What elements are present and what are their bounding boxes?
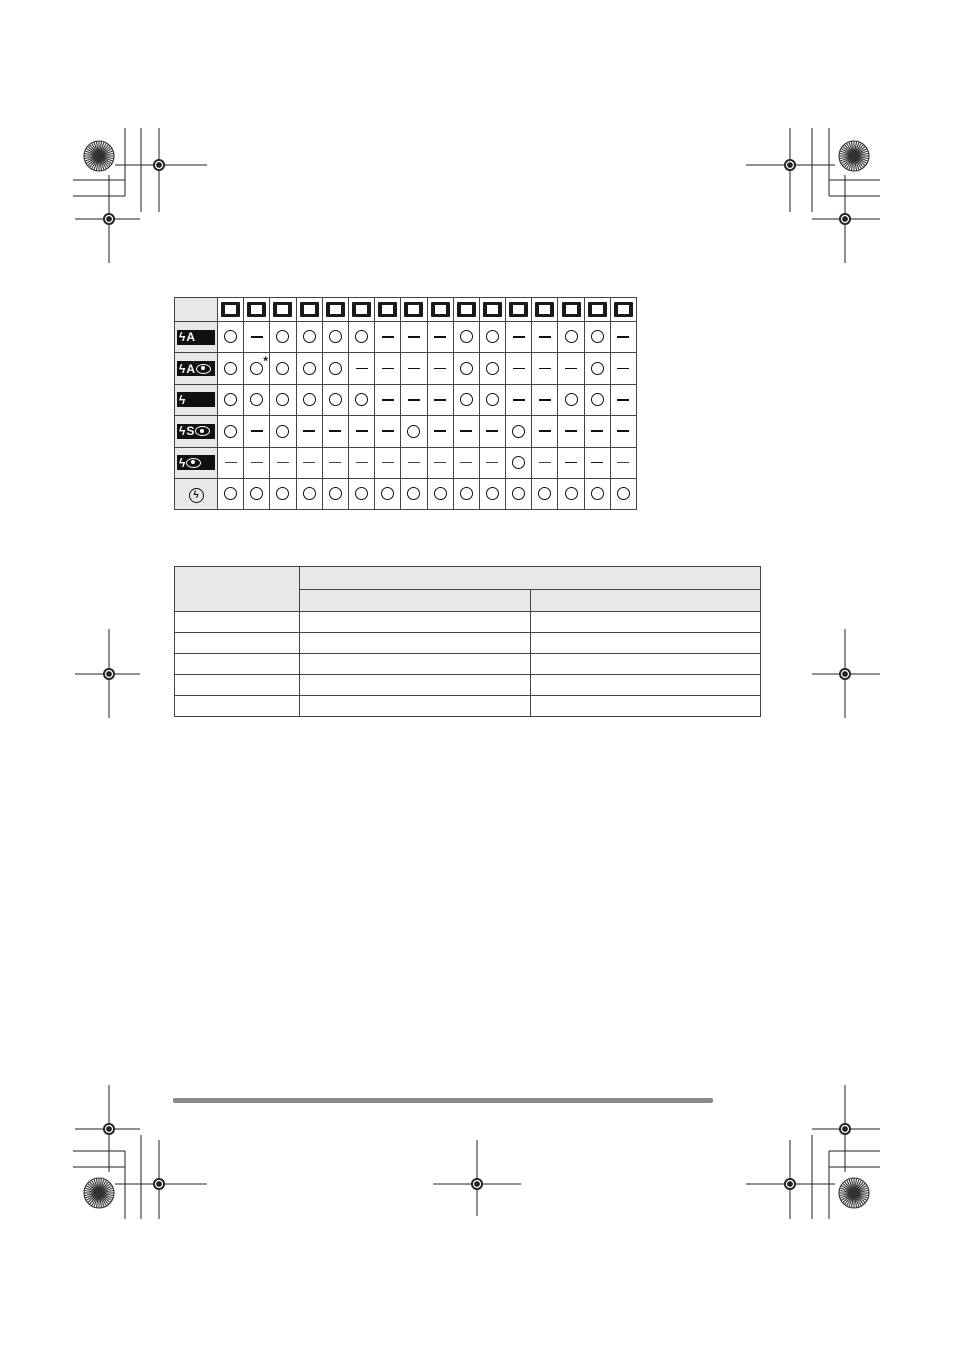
self-portrait-icon [588,302,607,317]
table-cell [300,612,531,633]
flash-mode-cell [175,353,218,384]
compat-cell [270,384,296,415]
compat-cell [532,384,558,415]
compat-cell [453,353,479,384]
compat-cell [375,416,401,447]
unavailable-dash-icon [408,399,420,401]
lightning-bolt-icon: ϟ [179,330,186,345]
compat-cell [244,478,270,509]
unavailable-dash-icon [251,336,263,338]
food-icon [352,302,371,317]
available-circle-icon [407,487,420,500]
snow-icon [562,302,581,317]
available-circle-icon [434,487,447,500]
flash-scene-compatibility-table [174,297,637,510]
unavailable-dash-icon [539,399,551,401]
flash-mode-letter: A [186,361,196,376]
available-circle-icon [329,393,342,406]
unavailable-dash-icon [356,430,368,432]
compat-cell [270,478,296,509]
unavailable-dash-icon [486,462,498,463]
flash-mode-cell [175,384,218,415]
compat-cell [479,322,505,353]
scene-header-cell [584,298,610,322]
compat-cell [610,447,636,478]
flash-forced-on-icon [177,392,215,407]
movie-icon [614,302,633,317]
tulip-icon [273,302,292,317]
table-cell [531,633,761,654]
compat-cell [427,416,453,447]
available-circle-icon [276,487,289,500]
compat-cell [610,384,636,415]
available-circle-icon [565,487,578,500]
compat-cell [479,478,505,509]
lightning-bolt-icon: ϟ [179,455,186,470]
table-cell [175,654,300,675]
unavailable-dash-icon [617,368,629,370]
unavailable-dash-icon [408,462,420,463]
unavailable-dash-icon [617,336,629,338]
unavailable-dash-icon [251,430,263,432]
unavailable-dash-icon [356,462,368,463]
flash-off-icon: ϟ [189,488,204,503]
available-circle-icon [276,362,289,375]
table-cell [531,612,761,633]
flash-mode-cell [175,322,218,353]
available-circle-icon [224,425,237,438]
header-colspan-cell [300,567,761,590]
party-icon [509,302,528,317]
compat-cell [401,478,427,509]
compat-cell [532,478,558,509]
scene-header-cell [401,298,427,322]
table-cell [300,654,531,675]
unavailable-dash-icon [408,336,420,338]
compat-cell [479,384,505,415]
compat-cell [506,384,532,415]
flash-forced-redeye-icon [177,455,215,470]
compat-cell [322,447,348,478]
flash-mode-letter: A [186,330,196,345]
available-circle-icon [538,487,551,500]
subheader-cell-1 [300,589,531,612]
available-circle-icon [407,425,420,438]
flash-slow-redeye-icon [177,424,215,439]
compat-cell [479,353,505,384]
unavailable-dash-icon [591,462,603,464]
scene-header-cell [296,298,322,322]
baby2-icon [483,302,502,317]
compat-cell [375,322,401,353]
baby1-icon [457,302,476,317]
unavailable-dash-icon [356,368,368,370]
flash-mode-row [175,447,637,478]
sports-icon [326,302,345,317]
table-cell [300,675,531,696]
unavailable-dash-icon [565,368,577,370]
compat-cell [584,384,610,415]
table-row [175,675,761,696]
scene-header-cell [453,298,479,322]
compat-cell [244,353,270,384]
compat-cell [322,353,348,384]
compat-cell [296,353,322,384]
compat-cell [453,416,479,447]
unavailable-dash-icon [382,368,394,370]
unavailable-dash-icon [251,462,263,463]
unavailable-dash-icon [303,462,315,463]
table-cell [175,696,300,717]
compat-cell [584,322,610,353]
compat-cell [453,322,479,353]
header-rowspan-cell [175,567,300,612]
lightning-bolt-icon: ϟ [179,392,186,407]
compat-cell [506,447,532,478]
night-scenery-icon [431,302,450,317]
scene-header-cell [348,298,374,322]
compat-cell [375,384,401,415]
scene-header-cell [532,298,558,322]
table-row [175,654,761,675]
compat-cell [244,384,270,415]
lightning-bolt-icon: ϟ [179,424,186,439]
scene-header-cell [270,298,296,322]
compat-cell [479,416,505,447]
compat-cell [584,353,610,384]
available-circle-icon [486,362,499,375]
flash-mode-cell [175,478,218,509]
unavailable-dash-icon [460,430,472,432]
compat-cell [375,478,401,509]
available-circle-icon [224,330,237,343]
compat-cell [348,416,374,447]
compat-cell [506,322,532,353]
compat-cell [218,416,244,447]
available-circle-icon [250,393,263,406]
compat-cell [348,353,374,384]
unavailable-dash-icon [382,462,394,463]
available-circle-icon [381,487,394,500]
compat-cell [244,322,270,353]
compat-cell [296,416,322,447]
compat-cell [558,384,584,415]
available-circle-icon [329,487,342,500]
unavailable-dash-icon [225,462,237,463]
unavailable-dash-icon [617,462,629,463]
scene-header-cell [322,298,348,322]
unavailable-dash-icon [434,368,446,370]
compat-cell [584,478,610,509]
compat-cell [322,384,348,415]
compat-cell [584,416,610,447]
unavailable-dash-icon [513,399,525,401]
unavailable-dash-icon [591,430,603,432]
table-cell [300,633,531,654]
compat-cell [610,416,636,447]
available-circle-icon [250,487,263,500]
flash-mode-row [175,353,637,384]
unavailable-dash-icon [539,430,551,432]
compat-cell [322,478,348,509]
compat-cell [296,322,322,353]
eye-icon [195,426,210,436]
available-circle-icon [303,362,316,375]
unavailable-dash-icon [277,462,289,463]
compat-cell [453,384,479,415]
table-cell [531,654,761,675]
unavailable-dash-icon [539,368,551,370]
compat-cell [270,447,296,478]
compat-cell [401,353,427,384]
compat-cell [401,322,427,353]
compat-cell [532,353,558,384]
table-cell [175,633,300,654]
available-circle-icon [276,393,289,406]
table-row [175,696,761,717]
available-circle-icon [460,487,473,500]
available-circle-icon [486,393,499,406]
header-corner-cell [175,298,218,322]
flash-auto-icon [177,330,215,345]
compat-cell [270,353,296,384]
flash-mode-cell [175,447,218,478]
scene-header-cell [244,298,270,322]
unavailable-dash-icon [434,399,446,401]
unavailable-dash-icon [329,462,341,463]
compat-cell [532,447,558,478]
unavailable-dash-icon [434,430,446,432]
heart-icon [247,302,266,317]
compat-cell [296,447,322,478]
compat-cell [218,384,244,415]
lightning-bolt-icon: ϟ [179,361,186,376]
compat-cell [375,353,401,384]
compat-cell [218,322,244,353]
available-circle-icon [512,456,525,469]
available-circle-icon [460,393,473,406]
compat-cell [427,384,453,415]
scene-header-cell [558,298,584,322]
compat-cell [348,322,374,353]
available-circle-icon [355,487,368,500]
compat-cell [453,447,479,478]
compat-cell [532,416,558,447]
available-circle-icon [591,487,604,500]
compat-cell [427,447,453,478]
compat-cell [506,353,532,384]
unavailable-dash-icon [434,462,446,463]
available-circle-icon [591,393,604,406]
compat-cell [348,384,374,415]
flash-mode-letter: S [186,424,195,439]
flash-mode-row [175,478,637,509]
portrait-icon [300,302,319,317]
compat-cell [427,322,453,353]
compat-cell [558,416,584,447]
table-cell [300,696,531,717]
available-circle-icon [512,487,525,500]
table-cell [531,696,761,717]
unavailable-dash-icon [617,399,629,401]
compat-cell [348,447,374,478]
available-circle-icon [512,425,525,438]
available-circle-icon [224,393,237,406]
compat-cell [453,478,479,509]
compat-cell [558,353,584,384]
unavailable-dash-icon [408,368,420,370]
available-circle-icon [565,393,578,406]
compat-cell [506,478,532,509]
compat-cell [401,447,427,478]
scene-header-cell [218,298,244,322]
unavailable-dash-icon [303,430,315,432]
compat-cell [296,384,322,415]
unavailable-dash-icon [513,368,525,370]
available-circle-icon [617,487,630,500]
fireworks-icon [535,302,554,317]
unavailable-dash-icon [382,399,394,401]
compat-cell [479,447,505,478]
available-circle-icon [486,330,499,343]
available-circle-icon [250,353,268,375]
available-circle-icon [276,425,289,438]
available-circle-icon [460,362,473,375]
available-circle-icon [303,487,316,500]
available-circle-icon [486,487,499,500]
compat-cell [322,416,348,447]
subheader-cell-2 [531,589,761,612]
unavailable-dash-icon [539,336,551,338]
available-circle-icon [565,330,578,343]
scene-header-cell [427,298,453,322]
scene-header-cell [610,298,636,322]
table-row [175,633,761,654]
available-circle-icon [355,330,368,343]
scene-header-cell [375,298,401,322]
compat-cell [244,447,270,478]
scene-header-row [175,298,637,322]
flash-auto-redeye-icon [177,361,215,376]
unavailable-dash-icon [382,336,394,338]
table-cell [175,675,300,696]
compat-cell [610,322,636,353]
footer-divider [173,1098,713,1103]
compat-cell [270,322,296,353]
compat-cell [296,478,322,509]
compat-cell [322,322,348,353]
compat-cell [558,322,584,353]
flash-mode-cell [175,416,218,447]
compat-cell [218,353,244,384]
available-circle-icon [224,487,237,500]
available-circle-icon [355,393,368,406]
unavailable-dash-icon [565,430,577,432]
unavailable-dash-icon [434,336,446,338]
camera-icon [221,302,240,317]
compat-cell [584,447,610,478]
asterisk-note-icon: * [263,353,268,368]
compat-cell [270,416,296,447]
header-row-1 [175,567,761,590]
table-cell [531,675,761,696]
compat-cell [610,478,636,509]
available-circle-icon [276,330,289,343]
compat-cell [558,447,584,478]
available-circle-icon [329,330,342,343]
scene-header-cell [479,298,505,322]
available-circle-icon [329,362,342,375]
compat-cell [218,447,244,478]
compat-cell [401,416,427,447]
compat-cell [610,353,636,384]
available-circle-icon [303,393,316,406]
compat-cell [506,416,532,447]
available-circle-icon [303,330,316,343]
eye-icon [186,458,201,468]
compat-cell [427,478,453,509]
flash-mode-row [175,322,637,353]
unavailable-dash-icon [565,462,577,464]
table-row [175,612,761,633]
unavailable-dash-icon [617,430,629,432]
compat-cell [401,384,427,415]
unavailable-dash-icon [329,430,341,432]
flash-mode-row [175,416,637,447]
compat-cell [532,322,558,353]
compat-cell [558,478,584,509]
empty-data-table [174,566,761,717]
unavailable-dash-icon [539,462,551,463]
table-cell [175,612,300,633]
compat-cell [348,478,374,509]
scenery-icon [378,302,397,317]
available-circle-icon [224,362,237,375]
compat-cell [244,416,270,447]
unavailable-dash-icon [382,430,394,432]
unavailable-dash-icon [460,462,472,463]
unavailable-dash-icon [486,430,498,432]
compat-cell [375,447,401,478]
eye-icon [196,364,211,374]
available-circle-icon [591,330,604,343]
compat-cell [427,353,453,384]
compat-cell [218,478,244,509]
night-portrait-icon [404,302,423,317]
unavailable-dash-icon [513,336,525,338]
available-circle-icon [460,330,473,343]
scene-header-cell [506,298,532,322]
available-circle-icon [591,362,604,375]
flash-mode-row [175,384,637,415]
